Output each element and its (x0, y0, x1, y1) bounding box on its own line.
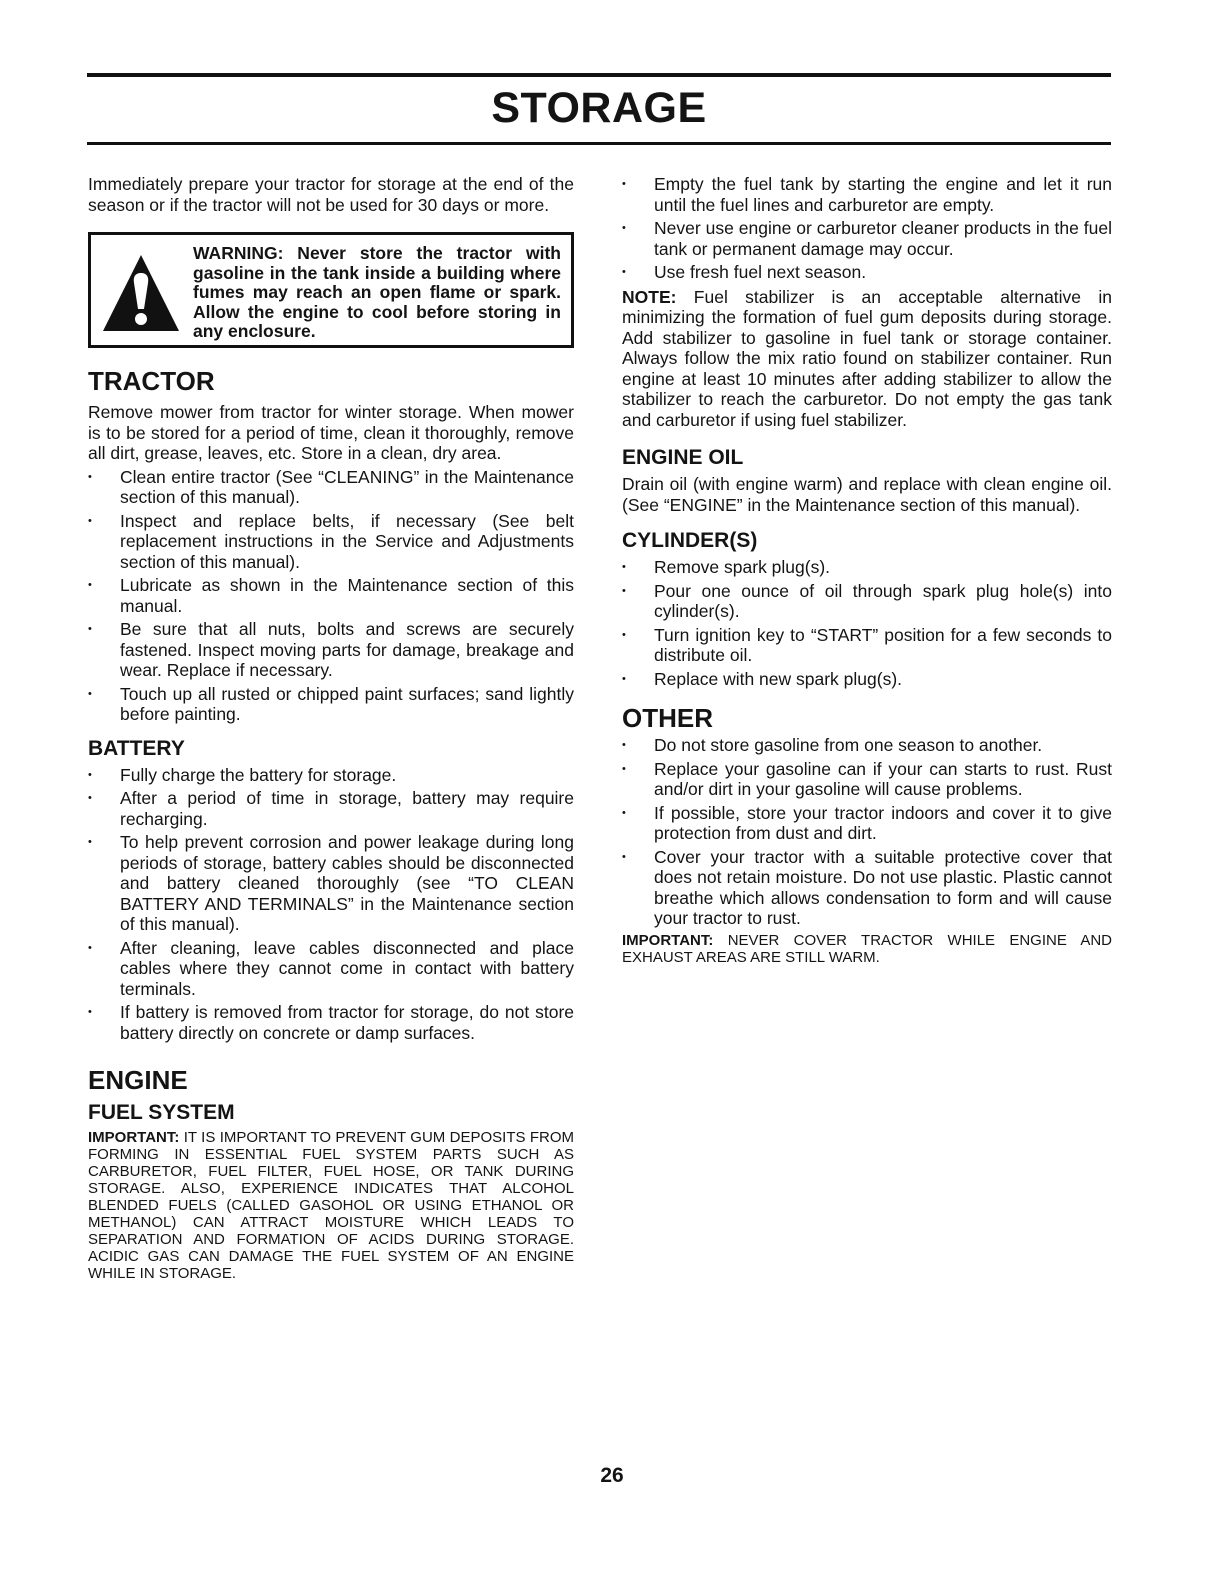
tractor-body: Remove mower from tractor for winter storage. When mower is to be stored for a period of time, clean it thoroughly, remove all dirt, grease, leaves, etc. Store in a clean, dry area. (88, 402, 574, 463)
list-item: • Remove spark plug(s). (622, 557, 1112, 578)
list-item: • Cover your tractor with a suitable protective cover that does not retain moisture. Do not use plastic. Plastic cannot breathe which allows condensation to form and will cause your tractor to rust. (622, 847, 1112, 929)
fuel-note (622, 287, 1112, 431)
left-column (88, 174, 574, 1282)
engine-oil-heading: ENGINE OIL (622, 446, 744, 469)
list-item: • Replace with new spark plug(s). (622, 669, 1112, 690)
cylinders-list (622, 557, 1112, 689)
list-item: • Empty the fuel tank by starting the engine and let it run until the fuel lines and carburetor are empty. (622, 174, 1112, 215)
battery-heading: BATTERY (88, 736, 185, 760)
warning-text: WARNING: Never store the tractor with gasoline in the tank inside a building where fumes may reach an open flame or spark. Allow the engine to cool before storing in any enclosure. (193, 243, 561, 342)
list-item: • Fully charge the battery for storage. (88, 765, 574, 786)
note-text: Fuel stabilizer is an acceptable alternative in minimizing the formation of fuel gum deposits during storage. Add stabilizer to gasoline in fuel tank or storage container. Always follow the mix ratio found on stabilizer container. Run engine at least 10 minutes after adding stabilizer to allow the stabilizer to reach the carburetor. Do not empty the gas tank and carburetor if using fuel stabilizer. (622, 286, 1112, 430)
right-column (622, 174, 1112, 966)
fuel-system-list (622, 174, 1112, 283)
list-item: • Be sure that all nuts, bolts and screws are securely fastened. Inspect moving parts for damage, breakage and wear. Replace if necessary. (88, 619, 574, 681)
list-item: • Pour one ounce of oil through spark plug hole(s) into cylinder(s). (622, 581, 1112, 622)
other-important (622, 932, 1112, 966)
list-item: • To help prevent corrosion and power leakage during long periods of storage, battery cables should be disconnected and battery cleaned thoroughly (see “TO CLEAN BATTERY AND TERMINALS” in the Maintenance section of this manual). (88, 832, 574, 935)
list-item: • If possible, store your tractor indoors and cover it to give protection from dust and dirt. (622, 803, 1112, 844)
list-item: • Do not store gasoline from one season to another. (622, 735, 1112, 756)
warning-box (88, 232, 574, 348)
engine-oil-body: Drain oil (with engine warm) and replace with clean engine oil. (See “ENGINE” in the Maintenance section of this manual). (622, 474, 1112, 515)
other-list (622, 735, 1112, 929)
battery-list (88, 765, 574, 1044)
list-item: • After cleaning, leave cables disconnected and place cables where they cannot come in contact with battery terminals. (88, 938, 574, 1000)
list-item: • After a period of time in storage, battery may require recharging. (88, 788, 574, 829)
list-item: • Use fresh fuel next season. (622, 262, 1112, 283)
header-top-rule (87, 73, 1111, 77)
tractor-heading: TRACTOR (88, 366, 215, 396)
engine-heading: ENGINE (88, 1065, 188, 1095)
list-item: • Turn ignition key to “START” position for a few seconds to distribute oil. (622, 625, 1112, 666)
other-heading: OTHER (622, 703, 713, 733)
fuel-system-heading: FUEL SYSTEM (88, 1101, 235, 1124)
important-label: IMPORTANT: (622, 931, 714, 949)
list-item: • Replace your gasoline can if your can starts to rust. Rust and/or dirt in your gasoline will cause problems. (622, 759, 1112, 800)
page-number: 26 (600, 1464, 624, 1487)
tractor-list (88, 467, 574, 725)
list-item: • If battery is removed from tractor for storage, do not store battery directly on concrete or damp surfaces. (88, 1002, 574, 1043)
list-item: • Clean entire tractor (See “CLEANING” in the Maintenance section of this manual). (88, 467, 574, 508)
list-item: • Never use engine or carburetor cleaner products in the fuel tank or permanent damage may occur. (622, 218, 1112, 259)
list-item: • Lubricate as shown in the Maintenance section of this manual. (88, 575, 574, 616)
page-title: STORAGE (491, 84, 707, 132)
header-bottom-rule (87, 142, 1111, 145)
warning-triangle-icon (101, 253, 181, 333)
cylinders-heading: CYLINDER(S) (622, 529, 758, 552)
fuel-system-important (88, 1129, 574, 1282)
important-text: IT IS IMPORTANT TO PREVENT GUM DEPOSITS FROM FORMING IN ESSENTIAL FUEL SYSTEM PARTS SUCH AS CARBURETOR, FUEL FILTER, FUEL HOSE, OR TANK DURING STORAGE. ALSO, EXPERIENCE INDICATES THAT ALCOHOL BLENDED FUELS (CALLED GASOHOL OR USING ETHANOL OR METHANOL) CAN ATTRACT MOISTURE WHICH LEADS TO SEPARATION AND FORMATION OF ACIDS DURING STORAGE. ACIDIC GAS CAN DAMAGE THE FUEL SYSTEM OF AN ENGINE WHILE IN STORAGE. (88, 1129, 574, 1282)
list-item: • Touch up all rusted or chipped paint surfaces; sand lightly before painting. (88, 684, 574, 725)
important-text: NEVER COVER TRACTOR WHILE ENGINE AND EXHAUST AREAS ARE STILL WARM. (622, 931, 1112, 966)
list-item: • Inspect and replace belts, if necessary (See belt replacement instructions in the Service and Adjustments section of this manual). (88, 511, 574, 573)
intro-paragraph: Immediately prepare your tractor for storage at the end of the season or if the tractor will not be used for 30 days or more. (88, 174, 574, 215)
note-label: NOTE: (622, 286, 677, 307)
important-label: IMPORTANT: (88, 1129, 180, 1146)
